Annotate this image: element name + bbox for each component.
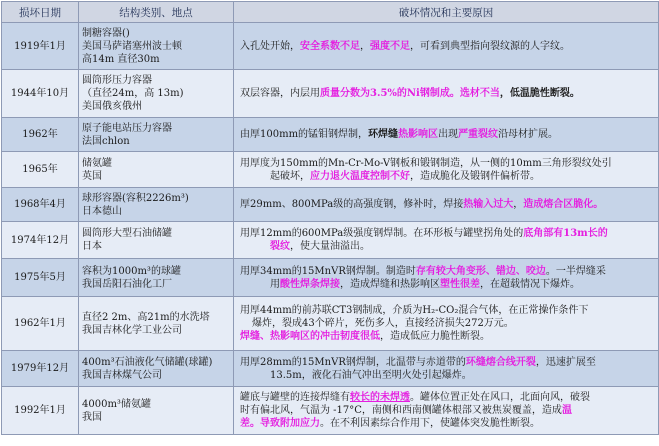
description-cell: 用厚44mm的前苏联CT3钢制成，介质为H₂-CO₂混合气体，在正常操作条件下 爆炸，裂成43个碎片，死伤多人，直接经济损失272万元。 焊缝、热影响区的冲击韧度很低，造成低应力脆性断裂。 <box>234 297 659 351</box>
table-row <box>2 70 659 118</box>
date-cell: 1962年1月 <box>2 297 79 351</box>
header-date: 损坏日期 <box>2 2 79 23</box>
table-row <box>2 297 659 351</box>
category-cell: 球形容器(容积2226m³) 日本德山 <box>79 188 234 222</box>
description-cell: 罐底与罐壁的连接焊缝有较长的未焊透。罐体位置正处在风口，北面向风，破裂 时有偏北风，气温为 -17°C，南侧和西南侧罐体根部又被焦炭覆盖，造成温 差。导致附加应力。在不利因素综合作用下，使罐体突发脆性断裂。 <box>234 387 659 435</box>
failure-cases-table <box>1 1 659 435</box>
date-cell: 1968年4月 <box>2 188 79 222</box>
category-cell: 原子能电站压力容器 法国chlon <box>79 118 234 152</box>
category-cell: 储氨罐 英国 <box>79 152 234 188</box>
description-cell: 用厚度为150mm的Mn-Cr-Mo-V钢板和锻钢制造，从一侧的10mm三角形裂纹处引 起破坏，应力退火温度控制不好，造成脆化及锻钢件偏析带。 <box>234 152 659 188</box>
header-row <box>2 2 659 23</box>
date-cell: 1919年1月 <box>2 23 79 70</box>
date-cell: 1974年12月 <box>2 222 79 259</box>
description-cell: 用厚34mm的15MnVR钢焊制。制造时存有较大角变形、错边、咬边。一半焊缝采 用酸性焊条焊接，造成焊缝和热影响区塑性很差，在超载情况下爆炸。 <box>234 259 659 297</box>
date-cell: 1979年12月 <box>2 351 79 387</box>
table-row <box>2 118 659 152</box>
description-cell: 厚29mm、800MPa级的高强度钢，修补时，焊接热输入过大，造成熔合区脆化。 <box>234 188 659 222</box>
description-cell: 双层容器，内层用质量分数为3.5%的Ni钢制成。选材不当，低温脆性断裂。 <box>234 70 659 118</box>
category-cell: 圆筒形压力容器 （直径24m，高 13m) 美国俄亥俄州 <box>79 70 234 118</box>
date-cell: 1962年 <box>2 118 79 152</box>
category-cell: 4000m³储氨罐 我国 <box>79 387 234 435</box>
table-row <box>2 259 659 297</box>
category-cell: 制糖容器() 美国马萨诸塞州波士顿 高14m 直径30m <box>79 23 234 70</box>
date-cell: 1965年 <box>2 152 79 188</box>
description-cell: 用厚28mm的15MnVR钢焊制，北温带与赤道带的环缝熔合线开裂，迅速扩展至 13.5m，液化石油气冲出至明火处引起爆炸。 <box>234 351 659 387</box>
table-row <box>2 23 659 70</box>
table-row <box>2 222 659 259</box>
category-cell: 直径2 2m、高21m的水洗塔 我国吉林化学工业公司 <box>79 297 234 351</box>
category-cell: 容积为1000m³的球罐 我国岳阳石油化工厂 <box>79 259 234 297</box>
date-cell: 1975年5月 <box>2 259 79 297</box>
date-cell: 1944年10月 <box>2 70 79 118</box>
table-row <box>2 351 659 387</box>
table-row <box>2 387 659 435</box>
table-row <box>2 188 659 222</box>
description-cell: 用厚12mm的600MPa级强度钢焊制。在环形板与罐壁拐角处的底角部有13m长的 裂纹，使大量油溢出。 <box>234 222 659 259</box>
category-cell: 圆筒形大型石油储罐 日本 <box>79 222 234 259</box>
category-cell: 400m³石油液化气储罐(球罐) 我国吉林煤气公司 <box>79 351 234 387</box>
description-cell: 入孔处开始，安全系数不足，强度不足，可看到典型指向裂纹源的人字纹。 <box>234 23 659 70</box>
header-category: 结构类别、地点 <box>79 2 234 23</box>
table-row <box>2 152 659 188</box>
date-cell: 1992年1月 <box>2 387 79 435</box>
description-cell: 由厚100mm的锰钼钢焊制，环焊缝热影响区出现严重裂纹沿母材扩展。 <box>234 118 659 152</box>
header-description: 破坏情况和主要原因 <box>234 2 659 23</box>
